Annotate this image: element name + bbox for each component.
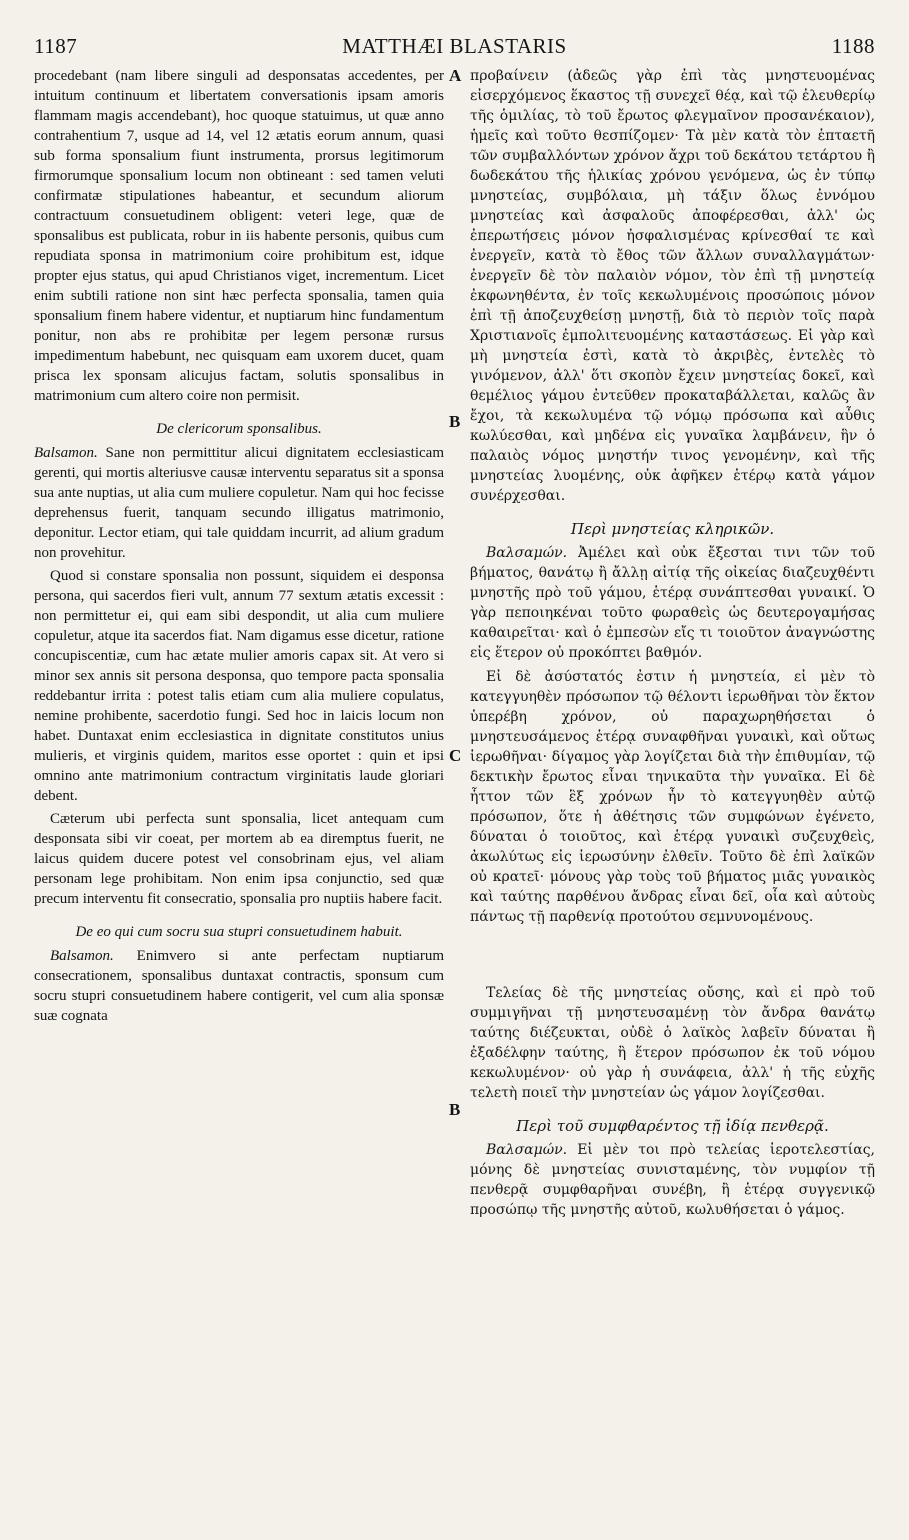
paragraph-text: Ἀμέλει καὶ οὐκ ἔξεσται τινι τῶν τοῦ βήματος, θανάτῳ ἢ ἄλλῃ αἰτίᾳ τῆς οἰκείας διαζευχθέντι μνηστῆς πρὸ τοῦ γάμου, ἑτέρᾳ συνάπτεσθαι γυναικί. Ὁ γὰρ πεποιηκέναι τοῦτο φωραθεὶς ὡς δευτερογαμήσας καθαιρεῖται· καὶ ὁ ἐμπεσὼν εἴς τι τοιοῦτον ἀναγνώστης εἰς ἕτερον οὐ προκόπτει βαθμόν. — [470, 545, 875, 661]
greek-paragraph — [470, 1140, 875, 1220]
page-number-left: 1187 — [34, 34, 78, 58]
latin-paragraph: Quod si constare sponsalia non possunt, siquidem ei desponsa persona, qui sacerdos fieri vult, annum 77 sextum ætatis excessit : non permittetur ei, qui eam sibi despondit, ut alia cum muliere copuletur, atque ita sacerdos fiat. Nam digamus esse dicetur, ratione concupiscentiæ, cum hac ætate mulier amoris capax sit. At vero si minor sex annis sit persona desponsa, quo tempore pacta sponsalia reddebantur irrita : potest talis etiam cum alia muliere copulatus, nemine prohibente, sacerdotio fungi. Sed hoc in laicis locum non habet. Duntaxat enim ecclesiastica in dignitate constitutos unius mulieris, et virginis quidem, maritos esse oportet : quin et ipsi omnino ante matrimonium contractum virginitatis laude gloriari debent. — [34, 568, 444, 804]
greek-column — [470, 66, 875, 1224]
greek-paragraph: Εἰ δὲ ἀσύστατός ἐστιν ἡ μνηστεία, εἰ μὲν τὸ κατεγγυηθὲν πρόσωπον τῷ θέλοντι ἱερωθῆναι τὸν ἕκτον ὑπερέβη χρόνον, οὐ παραχωρηθήσεται ὁ μνηστευσάμενος ἑτέρᾳ συναφθῆναι γυναικὶ, καὶ οὕτως ἱερωθῆναι· δίγαμος γὰρ λογίζεται διὰ τὴν ἐπιθυμίαν, τῷ δεκτικὴν ἔρωτος εἶναι τηνικαῦτα τὴν γυναῖκα. Εἰ δὲ ἧττον τῶν ἓξ χρόνων ἦν τὸ κατεγγυηθὲν αὐτῷ πρόσωπον, ὅτε ἡ ἀθέτησις τῶν συμφώνων ἐγένετο, δύναται ὁ τοιοῦτος, καὶ ἑτέρᾳ γυναικὶ συζευχθεὶς, ἀκωλύτως εἰς ἱερωσύνην ἐλθεῖν. Τοῦτο δὲ ἐπὶ λαϊκῶν οὐ κρατεῖ· μόνους γὰρ τοὺς τοῦ βήματος μιᾶς γυναικὸς καὶ ταύτης παρθένου ἄνδρας εἶναι δεῖ, οἷα καὶ αὐτοὺς πάντως τῇ παρθενίᾳ προτούτου σεμνυνομένους. — [470, 669, 875, 925]
latin-section-heading: De clericorum sponsalibus. — [156, 421, 322, 437]
page-number-right: 1188 — [831, 34, 875, 58]
running-title: MATTHÆI BLASTARIS — [342, 34, 567, 58]
latin-section-heading: De eo qui cum socru sua stupri consuetudinem habuit. — [75, 924, 403, 940]
latin-paragraph: procedebant (nam libere singuli ad desponsatas accedentes, per intuitum continuum et libertatem conversationis ipsam amoris flammam magis accendebant), hoc quoque statuimus, ut quæ anno contrahentium 7, usque ad 14, vel 12 ætatis eorum annum, quasi sub forma sponsalium fiunt instrumenta, prorsus legitimorum firmorumque sponsalium locum non obtineant : sed tamen veluti confirmatæ stipulationes habeantur, et secundum aliorum contractuum consuetudinem obligent: veteri lege, quæ de sponsalibus est publicata, robur in iis habente personis, quibus cum repudiata sponsa in matrimonium coire prohibitum est, idque propter ejus status, qui apud Christianos viget, incrementum. Licet enim subtili ratione non sint hæc perfecta sponsalia, tamen quia sponsalium finem habere videntur, et nuptiarum hinc fundamentum ponitur, non abs re prohibitæ per legem personæ rursus impedimentum habebunt, nec quisquam eam uxorem ducet, quam prisca lex sponsam alicujus factam, solutis sponsalibus in matrimonium cum altero coire non permisit. — [34, 68, 444, 404]
latin-column — [34, 66, 444, 1029]
author-name: Balsamon. — [34, 445, 98, 461]
author-name: Balsamon. — [50, 948, 114, 964]
greek-section-heading: Περὶ τοῦ συμφθαρέντος τῇ ἰδίᾳ πενθερᾷ. — [516, 1117, 829, 1135]
author-name: Βαλσαμών. — [486, 545, 568, 561]
paragraph-text: Εἰ μὲν τοι πρὸ τελείας ἱεροτελεστίας, μόνης δὲ μνηστείας συνισταμένης, τὸν νυμφίον τῇ πενθερᾷ συμφθαρῆναι συνέβη, ἢ ἑτέρᾳ συγγενικῷ προσώπῳ τῆς μνηστῆς αὐτοῦ, κωλυθήσεται ὁ γάμος. — [470, 1142, 875, 1218]
latin-paragraph — [34, 946, 444, 1026]
margin-mark-b: B — [449, 412, 461, 431]
greek-paragraph: προβαίνειν (ἀδεῶς γὰρ ἐπὶ τὰς μνηστευομένας εἰσερχόμενος ἕκαστος τῇ συνεχεῖ θέᾳ, καὶ τῷ ἐλευθερίῳ τῆς ὁμιλίας, τὸ τοῦ ἔρωτος φλεγμαῖνον προσανέκαιον), ἡμεῖς καὶ τοῦτο θεσπίζομεν· Τὰ μὲν κατὰ τὸν ἑπταετῆ τῶν συμβαλλόντων χρόνον ἄχρι τοῦ δεκάτου τετάρτου ἢ δωδεκάτου τῆς ἡλικίας χρόνου γενόμενα, ὡς ἐν τύπῳ μνηστείας, συμβόλαια, μὴ τάξιν ὅλως ἐννόμου μνηστείας καὶ ἀσφαλοῦς ἀποφέρεσθαι, ἀλλ' ὡς ἐπερωτήσεις μόνον ἠσφαλισμένας κρίνεσθαί τε καὶ ἐνεργεῖν, κατὰ τὸ ἔθος τῶν ἄλλων συναλλαγμάτων· ἐνεργεῖν δὲ τὸν παλαιὸν νόμον, τὸν ἐπὶ τῇ μνηστείᾳ ἐκφωνηθέντα, ἐν τοῖς κεκωλυμένοις προσώποις μόνον ἐπὶ τῇ ἀποζευχθείσῃ μνηστῇ, διὰ τὸ περιὸν τοῖς παρὰ Χριστιανοῖς ἐμπολιτευομένης καταστάσεως. Εἰ γὰρ καὶ μὴ μνηστεία ἐστὶ, κατὰ τὸ ἀκριβὲς, ἐντελὲς τὸ γινόμενον, ἀλλ' ὅτι σκοπὸν ἔχειν μνηστείας δοκεῖ, καὶ θεμέλιος γάμου ἐντεῦθεν προκαταβάλλεται, καλῶς ἂν ἔχοι, τὰ κεκωλυμένα τῷ νόμῳ πρόσωπα καὶ αὖθις κωλύεσθαι, καὶ μηδένα εἰς γυναῖκα λαμβάνειν, ἣν ὁ παλαιὸς νόμος μνηστήν τινος γενομένην, καὶ τῆς μνηστείας λυομένης, οὐκ ἀφῆκεν ἑτέρῳ κατὰ γάμον συνέρχεσθαι. — [470, 68, 875, 504]
latin-paragraph — [34, 443, 444, 563]
latin-paragraph: Cæterum ubi perfecta sunt sponsalia, licet antequam cum desponsata sibi vir coeat, per mortem ab ea diremptus fuerit, ne laicus quidem ducere potest vel consobrinam ejus, vel aliam personam lege prohibitam. Non enim ipsa conjunctio, sed quæ precum interventu fit consecratio, sponsalia pro nuptiis habere facit. — [34, 811, 444, 907]
margin-mark-a: A — [449, 66, 462, 85]
greek-section-heading: Περὶ μνηστείας κληρικῶν. — [570, 520, 775, 538]
greek-paragraph: Τελείας δὲ τῆς μνηστείας οὔσης, καὶ εἰ πρὸ τοῦ συμμιγῆναι τῇ μνηστευσαμένῃ τὸν ἄνδρα θανάτῳ ταύτης διέζευκται, οὐδὲ ὁ λαϊκὸς λαβεῖν δύναται ἢ ἐξαδέλφην ταύτης, ἢ ἕτερον πρόσωπον ἐκ τοῦ νόμου κεκωλυμένον· οὐ γὰρ ἡ συνάφεια, ἀλλ' ἡ τῆς εὐχῆς τελετὴ ποιεῖ τὴν μνηστείαν ὡς γάμον λογίζεσθαι. — [470, 985, 875, 1101]
spacer — [470, 931, 875, 983]
greek-paragraph — [470, 543, 875, 663]
paragraph-text: Sane non permittitur alicui dignitatem ecclesiasticam gerenti, qui mortis alteriusve causæ interventu separatus sit a sponsa sua ante nuptias, ut alia cum muliere copuletur. Nam qui hoc fecisse deprehensus fuerit, tanquam secundo illigatus matrimonio, deponitur. Lector etiam, qui tale quiddam incurrit, ad alium gradum non provehitur. — [34, 445, 444, 561]
margin-mark-b2: B — [449, 1100, 461, 1119]
author-name: Βαλσαμών. — [486, 1142, 568, 1158]
margin-mark-c: C — [449, 746, 462, 765]
paragraph-text: Enimvero si ante perfectam nuptiarum consecrationem, sponsalibus duntaxat contractis, sponsum cum socru stupri consuetudinem habere contigerit, vel cum alia sponsæ suæ cognata — [34, 948, 444, 1024]
running-header — [34, 34, 875, 64]
